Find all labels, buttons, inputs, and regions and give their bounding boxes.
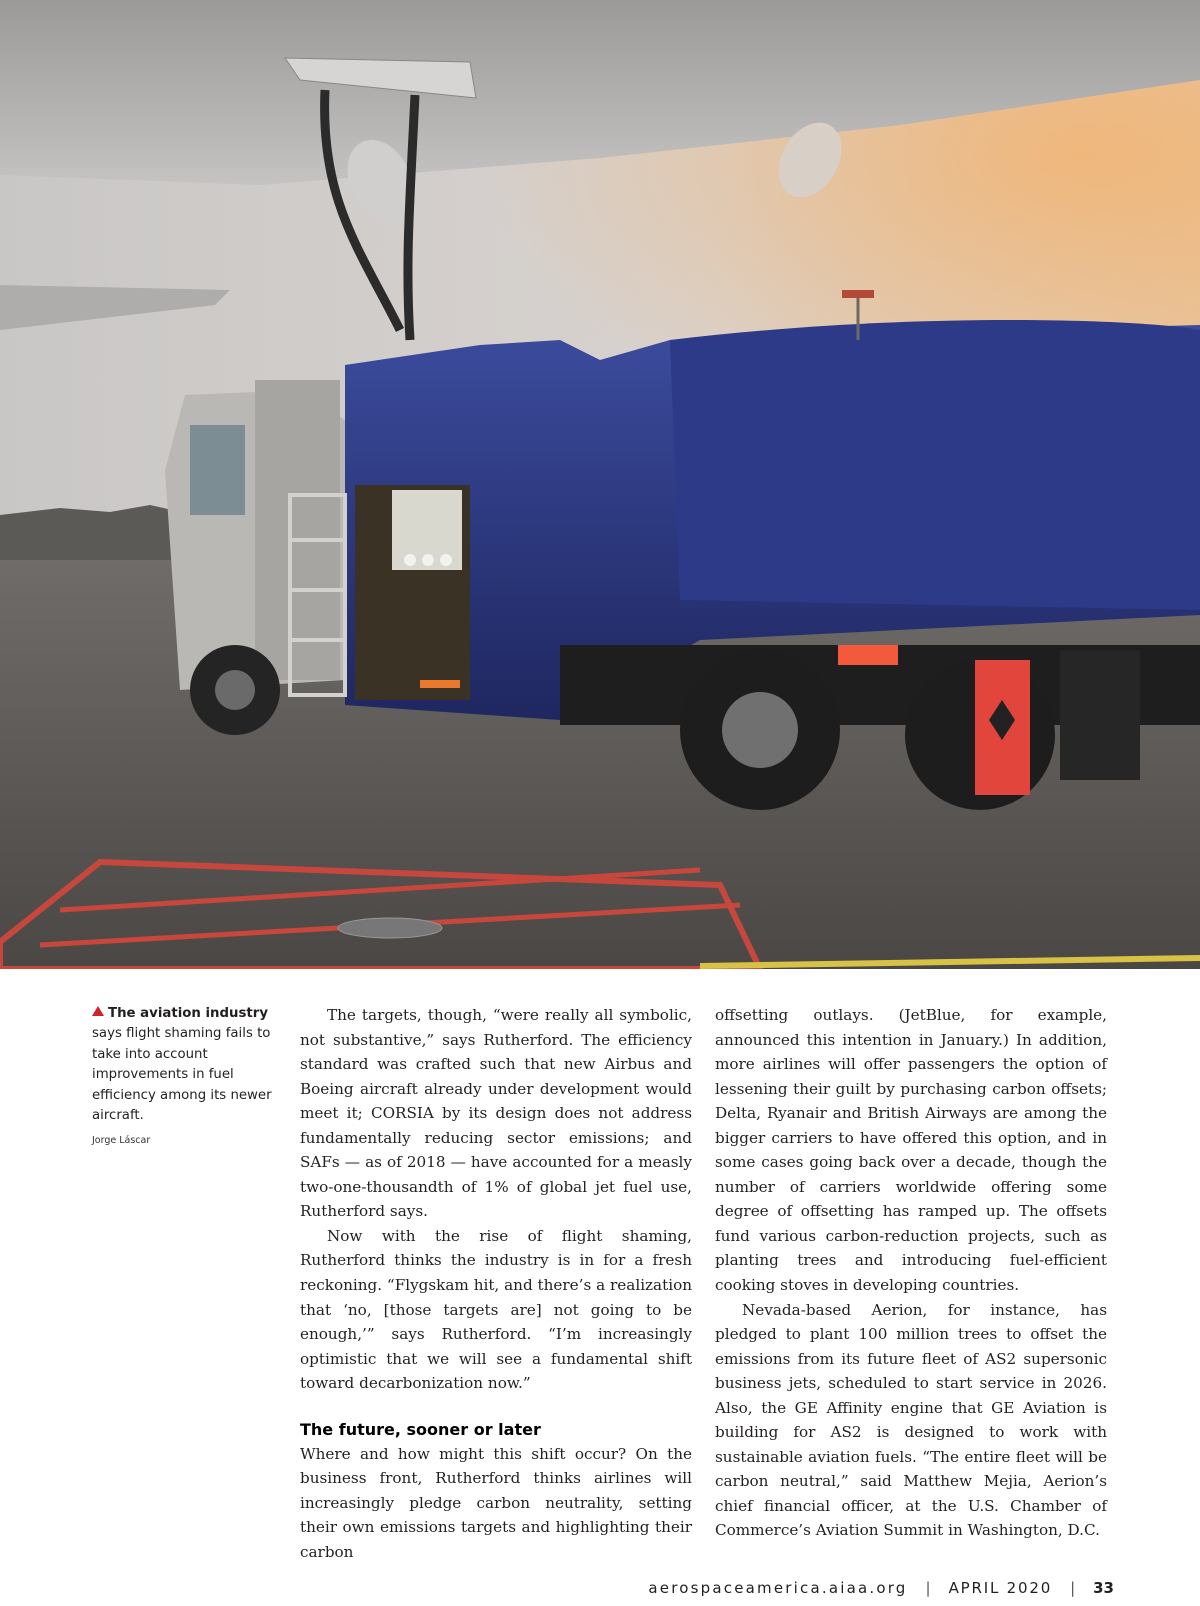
paragraph: offsetting outlays. (JetBlue, for example, announced this intention in January.) In addition, more airlines will offer passengers the option of lessening their guilt by purchasing carbon offsets; Delta, Ryanair and British Airways are among the bigger carriers to have offered this option, and in some cases going back over a decade, though the number of carriers worldwide offering some degree of offsetting has ramped up. The offsets fund various carbon-reduction projects, such as planting trees and introducing fuel-efficient cooking stoves in developing countries. <box>715 1006 1107 1295</box>
footer-separator: | <box>925 1579 931 1597</box>
photo-caption <box>92 1004 272 1147</box>
footer-separator: | <box>1070 1579 1076 1597</box>
paragraph: Nevada-based Aerion, for instance, has pledged to plant 100 million trees to offset the emissions from its future fleet of AS2 supersonic business jets, scheduled to start service in 2026. Also, the GE Affinity engine that GE Aviation is building for AS2 is designed to work with sustainable aviation fuels. “The entire fleet will be carbon neutral,” said Matthew Mejia, Aerion’s chief financial officer, at the U.S. Chamber of Commerce’s Aviation Summit in Washington, D.C. <box>715 1300 1107 1540</box>
footer-date: APRIL 2020 <box>948 1579 1053 1597</box>
article-column-left <box>300 1003 692 1564</box>
paragraph: Now with the rise of flight shaming, Rutherford thinks the industry is in for a fresh reckoning. “Flygskam hit, and there’s a realization that ‘no, [those targets are] not going to be enough,’” says Rutherford. “I’m increasingly optimistic that we will see a fundamental shift toward decarbonization now.” <box>300 1226 692 1393</box>
photo-credit: Jorge Láscar <box>92 1135 151 1147</box>
section-subhead: The future, sooner or later <box>300 1419 541 1439</box>
paragraph: Where and how might this shift occur? On the business front, Rutherford thinks airlines will increasingly pledge carbon neutrality, setting their own emissions targets and highlighting their carbon <box>300 1444 692 1561</box>
page-number: 33 <box>1093 1579 1114 1597</box>
paragraph: The targets, though, “were really all symbolic, not substantive,” says Rutherford. The efficiency standard was crafted such that new Airbus and Boeing aircraft already under development would meet it; CORSIA by its design does not address fundamentally reducing sector emissions; and SAFs — as of 2018 — have accounted for a measly two-one-thousandth of 1% of global jet fuel use, Rutherford says. <box>300 1006 692 1221</box>
footer-site-link[interactable]: aerospaceamerica.aiaa.org <box>648 1579 908 1597</box>
caption-marker-icon <box>92 1006 104 1016</box>
page-footer <box>648 1579 1114 1597</box>
caption-text: says flight shaming fails to take into account improvements in fuel efficiency among its newer aircraft. <box>92 1026 272 1124</box>
caption-lead: The aviation industry <box>108 1006 269 1021</box>
article-column-right <box>715 1003 1107 1543</box>
